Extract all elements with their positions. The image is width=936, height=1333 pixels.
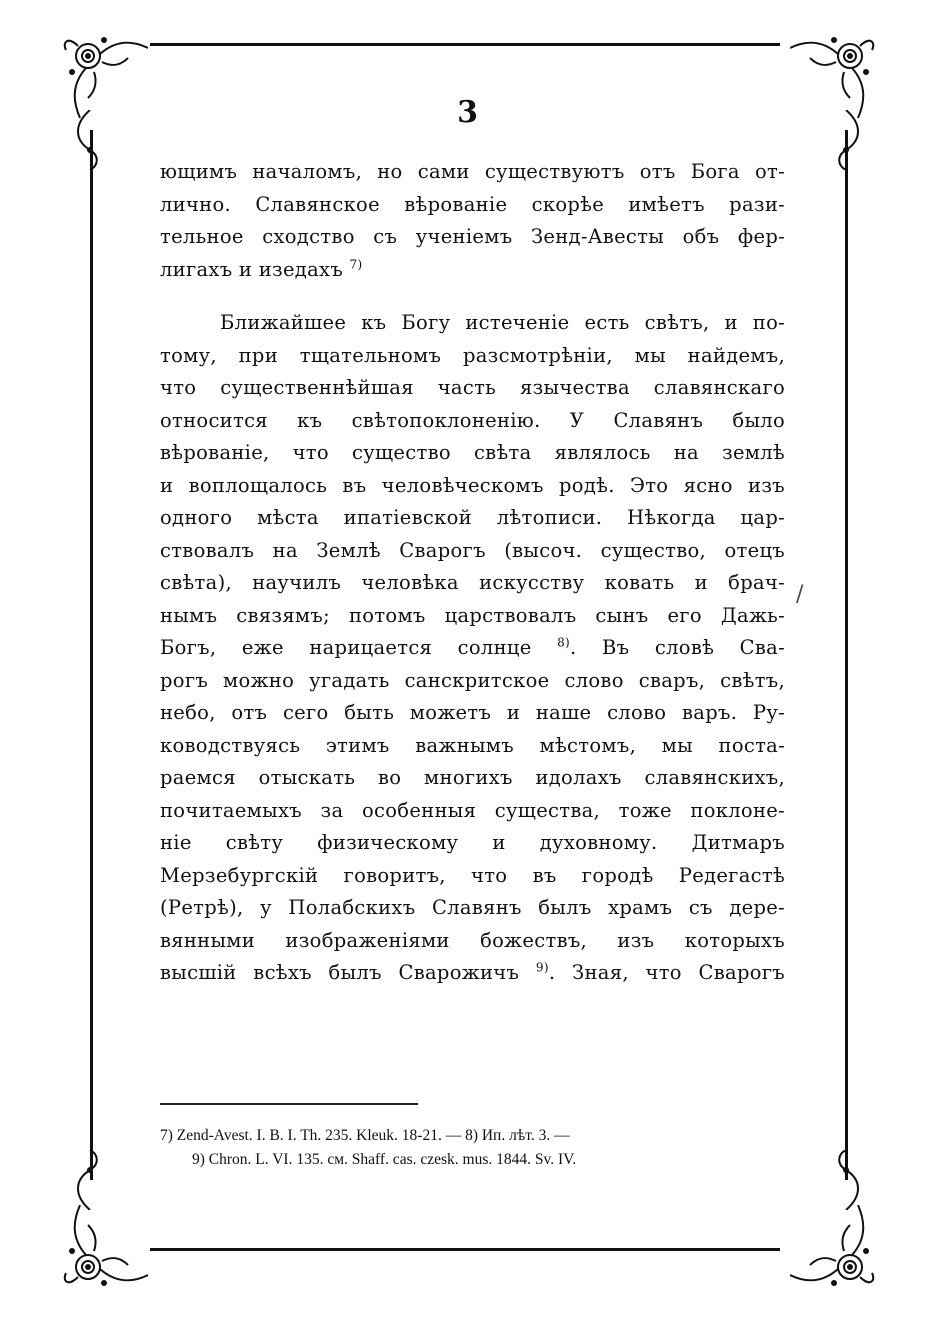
footnote-line: 9) Chron. L. VI. 135. см. Shaff. cas. czesk. mus. 1844. Sv. IV. [192, 1151, 577, 1168]
text-line: нымъ связямъ; потомъ царствовалъ сынъ его Дажь- [160, 603, 785, 627]
text-line: тому, при тщательномъ разсмотрѣніи, мы найдемъ, [160, 343, 785, 367]
footnotes [160, 1124, 780, 1172]
paragraph-1 [160, 156, 785, 286]
corner-ornament-bottom-right-icon [790, 1205, 880, 1295]
text-line: небо, отъ сего быть можетъ и наше слово варъ. Ру- [160, 701, 785, 724]
text-span: . Въ словѣ Сва- [570, 636, 785, 659]
text-line: вянными изображеніями божествъ, изъ которыхъ [160, 928, 785, 952]
footnote-reference: 8) [557, 635, 571, 650]
text-line: ководствуясь этимъ важнымъ мѣстомъ, мы поста- [160, 733, 785, 757]
text-line: свѣта), научилъ человѣка искусству ковать и брач- [160, 571, 785, 594]
frame-bottom-rule [150, 1248, 780, 1251]
text-line: ніе свѣту физическому и духовному. Дитмаръ [160, 831, 785, 854]
text-line: лично. Славянское вѣрованіе скорѣе имѣетъ рази- [160, 192, 785, 216]
side-flourish-left-bottom-icon [70, 1150, 110, 1210]
page-number: 3 [457, 95, 479, 130]
text-span: лигахъ и изедахъ [160, 257, 344, 281]
frame-top-rule [150, 43, 780, 46]
side-flourish-right-bottom-icon [826, 1150, 866, 1210]
text-line: почитаемыхъ за особенныя существа, тоже поклоне- [160, 798, 785, 822]
text-line: раемся отыскать во многихъ идолахъ славянскихъ, [160, 766, 785, 789]
text-line: тельное сходство съ ученіемъ Зенд-Авесты объ фер- [160, 225, 785, 248]
footnote-reference: 7) [349, 257, 363, 271]
text-line: Ближайшее къ Богу истеченіе есть свѣтъ, и по- [220, 311, 785, 334]
footnote-line: 7) Zend-Avest. I. B. I. Th. 235. Kleuk. 18-21. — 8) Ип. лѣт. 3. — [160, 1127, 570, 1144]
footnote-separator [160, 1103, 418, 1105]
body-text [160, 156, 785, 990]
text-line [160, 254, 785, 287]
text-span: . Зная, что Сварогъ [548, 961, 786, 984]
text-line: ющимъ началомъ, но сами существуютъ отъ Бога от- [160, 160, 785, 183]
text-line: одного мѣста ипатіевской лѣтописи. Нѣкогда цар- [160, 506, 785, 529]
corner-ornament-bottom-left-icon [58, 1205, 148, 1295]
text-line: относится къ свѣтопоклоненію. У Славянъ было [160, 408, 785, 432]
footnote-reference: 9) [535, 960, 549, 975]
text-line: рогъ можно угадать санскритское слово сваръ, свѣтъ, [160, 668, 785, 692]
paragraph-2 [160, 307, 785, 990]
text-line [160, 632, 785, 665]
frame-right-rule [845, 130, 848, 1180]
text-line: (Ретрѣ), у Полабскихъ Славянъ былъ храмъ съ дере- [160, 896, 785, 919]
margin-pen-mark: / [796, 582, 804, 607]
text-line: и воплощалось въ человѣческомъ родѣ. Это ясно изъ [160, 473, 785, 497]
text-span: Богъ, еже нарицается солнце [160, 636, 532, 659]
text-line: что существеннѣйшая часть язычества славянскаго [160, 376, 785, 399]
text-line: Мерзебургскій говоритъ, что въ городѣ Редегастѣ [160, 863, 785, 887]
text-line [160, 957, 785, 990]
frame-left-rule [90, 130, 93, 1180]
text-span: высшій всѣхъ былъ Сварожичъ [160, 961, 520, 984]
text-line: вѣрованіе, что существо свѣта являлось на землѣ [160, 441, 785, 464]
text-line: ствовалъ на Землѣ Сварогъ (высоч. существо, отецъ [160, 538, 785, 562]
